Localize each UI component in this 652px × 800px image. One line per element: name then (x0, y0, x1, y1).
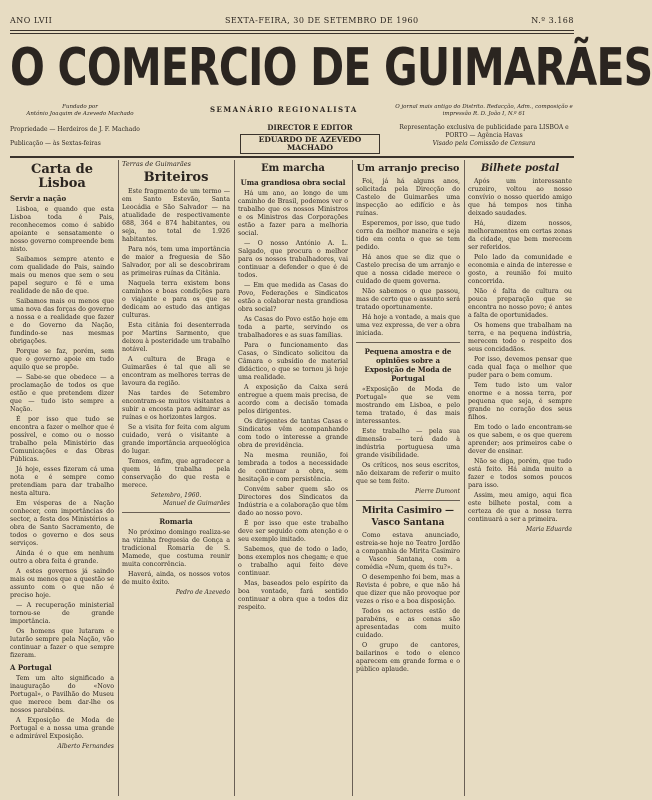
section-subheading: A Portugal (10, 663, 52, 672)
column-rule (118, 160, 119, 796)
issue-strip (10, 16, 574, 28)
publication-line: Publicação — às Sextas-feiras (10, 140, 101, 147)
signature: Pedro de Azevedo (175, 589, 230, 596)
article-heading: Um arranjo preciso (356, 163, 460, 174)
column-rule (234, 160, 235, 796)
paragraph: Tem um alto significado a inauguração do «Novo Portugal», o Pavilhão do Museu que merece bem dar-lhe os nossos parabéns. (10, 675, 114, 714)
column-rule (464, 160, 465, 796)
article-heading: Pequena amostra e de opiniões sobre a Exposição de Moda de Portugal (364, 347, 452, 383)
separator (122, 512, 230, 513)
paragraph: Não se diga, porém, que tudo está feito. Há ainda muito a fazer e todos somos poucos para isso. (468, 458, 572, 489)
section-kicker: Terras de Guimarães (122, 160, 191, 168)
paragraph: Os dirigentes de tantas Casas e Sindicatos vêm acompanhando com todo o interesse a grande obra de previdência. (238, 418, 348, 449)
paragraph: Assim, meu amigo, aqui fica este bilhete postal, com a certeza de que a nossa terra continuará a ser a primeira. (468, 492, 572, 523)
paragraph: Em todo o lado encontram-se os que sabem, e os que querem aprender; aos primeiros cabe o dever de ensinar. (468, 424, 572, 455)
paragraph: A exposição da Caixa será entregue a quem mais precisa, de acordo com a decisão tomada pelos dirigentes. (238, 384, 348, 415)
paragraph: Este trabalho — pela sua dimensão — terá dado à indústria portuguesa uma grande visibilidade. (356, 428, 460, 459)
paragraph: A cultura de Braga e Guimarães é tal que ali se encontram as melhores terras de lavoura da região. (122, 356, 230, 387)
ownership-block (10, 126, 180, 148)
article-heading: Bilhete postal (480, 163, 560, 174)
column-arranjo-preciso (356, 160, 460, 796)
paragraph: Para o funcionamento das Casas, o Sindicato solicitou da Câmara o subsídio de material didáctico, o que se tornou já hoje uma realidade. (238, 342, 348, 381)
paragraph: Ainda é o que em nenhum outro a obra feita é grande. (10, 550, 114, 565)
paragraph: Pelo lado da comunidade e economia e ainda de interesse e gosto, a reunião foi muito concorrida. (468, 254, 572, 285)
signature: Maria Eduarda (526, 526, 572, 533)
paragraph: As Casas do Povo estão hoje em toda a parte, servindo os trabalhadores e as suas famílias. (238, 316, 348, 339)
separator (356, 342, 460, 343)
masthead-title: O COMERCIO DE GUIMARÃES (10, 37, 652, 98)
paragraph: Sabemos, que de todo o lado, bons exemplos nos chegam; e que o trabalho aqui feito deve continuar. (238, 546, 348, 577)
address-note: O jornal mais antigo do Distrito. Redacção, Adm., composição e impressão R. D. João I, N.º 61 (395, 104, 573, 117)
owner-line: Propriedade — Herdeiros de J. F. Machado (10, 126, 140, 133)
paragraph: Os homens que trabalham na terra, e na pequena indústria, merecem todo o respeito dos seus concidadãos. (468, 322, 572, 353)
paragraph: Nas tardes de Setembro encontram-se muitos visitantes a subir a encosta para admirar as ruínas e os horizontes largos. (122, 390, 230, 421)
paragraph: Mas, baseados pelo espírito da boa vontade, fará sentido continuar a obra que a todos diz respeito. (238, 580, 348, 611)
paragraph: — O nosso António A. L. Salgado, que procura o melhor para os nossos trabalhadores, vai continuar a defender o que é de todos. (238, 240, 348, 279)
column-rule (352, 160, 353, 796)
paragraph: A Exposição de Moda de Portugal e a nossa uma grande e admirável Exposição. (10, 717, 114, 740)
paragraph: No próximo domingo realiza-se na vizinha freguesia de Gonça a tradicional Romaria de S. Mamede, que costuma reunir muita concorrência. (122, 529, 230, 568)
signature: Pierre Dumont (415, 488, 460, 495)
weekly-label: SEMANÁRIO REGIONALISTA (210, 105, 358, 114)
paragraph: O desempenho foi bem, mas a Revista é pobre, e que não há que dizer que não provoque por vezes o riso e a boa disposição. (356, 574, 460, 605)
paragraph: Saibamos sempre atento e com qualidade do Pais, saindo mais ou menos que sem o seu papel seguro e fé e uma realidade de não de que. (10, 256, 114, 295)
paragraph: Convém saber quem são os Directores dos Sindicatos da Indústria e a colaboração que têm dado ao nosso povo. (238, 486, 348, 517)
paragraph: Esta citânia foi desenterrada por Martins Sarmento, que deixou à posteridade um trabalho notável. (122, 322, 230, 353)
column-bilhete-postal (468, 160, 572, 796)
paragraph: Há anos que se diz que o Castelo precisa de um arranjo e que a nossa cidade merece o cuidado de quem governa. (356, 254, 460, 285)
representation-block (394, 124, 574, 148)
paragraph: A estes governos já saindo mais ou menos que a questão se assunto com o que não é preciso hoje. (10, 568, 114, 599)
signature: Alberto Fernandes (57, 743, 114, 750)
paragraph: Este fragmento de um termo — em Santo Estevão, Santa Leocádia e São Salvador — na atualidade de respectivamente 688, 364 e 874 habitantes, ou seja, no total de 1.926 habitantes. (122, 188, 230, 243)
paragraph: Para nós, tem uma importância de maior a freguesia de São Salvador, por ali se descobriram as primeiras ruínas da Citânia. (122, 246, 230, 277)
paragraph: Na mesma reunião, foi lembrada a todos a necessidade de continuar a obra, sem hesitação e com persistência. (238, 452, 348, 483)
director-block (240, 124, 380, 154)
paragraph: Porque se faz, porém, sem que o governo apoie em tudo aquilo que se propõe. (10, 348, 114, 371)
paragraph: Se a visita for feita com algum cuidado, verá o visitante a grande importância arqueológica do lugar. (122, 424, 230, 455)
paragraph: Não sabemos o que passou, mas de certo que o assunto será tratado oportunamente. (356, 288, 460, 311)
paragraph: Lisboa, e quando que esta Lisboa toda é Pais, reconhecemos como é sabido apoiante e sensatamente o nosso governo compreende bem nisto. (10, 206, 114, 253)
dateline: Setembro, 1960. (150, 492, 202, 499)
paragraph: Naquela terra existem bons caminhos e boas condições para o viajante e para os que se dedicam ao estudo das antigas culturas. (122, 280, 230, 319)
paragraph: Esperemos, por isso, que tudo corra da melhor maneira e seja tido em conta o que se tem pedido. (356, 220, 460, 251)
paragraph: Todos os actores estão de parabéns, e as cenas são apresentadas com muito cuidado. (356, 608, 460, 639)
director-label: DIRECTOR E EDITOR (267, 123, 353, 132)
paragraph: É por isso que tudo se encontra a fazer o melhor que é possível, e como ou o nosso trabalho pela Ministério das Comunicações e das Obras Públicas. (10, 416, 114, 463)
paragraph: Há hoje a vontade, a mais que uma vez expressa, de ver a obra iniciada. (356, 314, 460, 337)
paragraph: Já hoje, esses fizeram cá uma nota e é sempre como pretendiam para dar trabalho nesta altura. (10, 466, 114, 497)
separator (356, 500, 460, 501)
article-subheading: Servir a nação (10, 194, 67, 203)
top-rule-2 (10, 33, 574, 34)
paragraph: — A recuperação ministerial tornou-se de grande importância. (10, 602, 114, 625)
paragraph: Não é falta de cultura ou pouca preparação que se encontra no nosso povo; é antes a falta de oportunidades. (468, 288, 572, 319)
article-heading: Briteiros (143, 170, 209, 185)
issue-date: SEXTA-FEIRA, 30 DE SETEMBRO DE 1960 (224, 16, 419, 25)
column-carta-de-lisboa (10, 160, 114, 796)
director-name: EDUARDO DE AZEVEDO MACHADO (240, 134, 380, 154)
paragraph: — Sabe-se que obedece — a proclamação de todos os que estão e que pretendem dizer que — tudo isto sempre a Nação. (10, 374, 114, 413)
representation-line: Representação exclusiva de publicidade para LISBOA e PORTO — Agência Havas (399, 124, 569, 139)
signature: Manuel de Guimarães (162, 500, 230, 507)
article-subheading: Uma grandiosa obra social (240, 178, 346, 187)
censorship-line: Visado pela Comissão de Censura (432, 140, 536, 147)
paragraph: Haverá, ainda, os nossos votos de muito êxito. (122, 571, 230, 586)
column-briteiros (122, 160, 230, 796)
paragraph: Saibamos mais ou menos que uma nova das forças do governo a nossa e a realidade que fazer e do Governo da Nação, fundindo-se nas mesmas obrigações. (10, 298, 114, 345)
paragraph: É por isso que este trabalho deve ser seguido com atenção e o seu exemplo imitado. (238, 520, 348, 543)
paragraph: Os críticos, nos seus escritos, não deixaram de referir o muito que se tem feito. (356, 462, 460, 485)
top-rule (10, 30, 574, 31)
issue-year: ANO LVII (10, 16, 53, 25)
founder-note: Fundado por António Joaquim de Azevedo Machado (26, 104, 134, 117)
paragraph: Tem tudo isto um valor enorme e a nossa terra, por pequena que seja, é sempre grande no coração dos seus filhos. (468, 382, 572, 421)
article-heading: Romaria (159, 517, 193, 526)
article-heading: Em marcha (261, 163, 325, 174)
article-heading: Mirita Casimiro — Vasco Santana (362, 506, 454, 528)
paragraph: Temos, enfim, que agradecer a quem lá trabalha pela conservação do que resta e merece. (122, 458, 230, 489)
column-em-marcha (238, 160, 348, 796)
info-bar (10, 124, 574, 156)
paragraph: Há um ano, ao longo de um caminho de Brasil, podemos ver o trabalho que os nossos Ministros e os Ministros das Corporações estão a fazer para a melhoria social. (238, 190, 348, 237)
paragraph: Foi, já há alguns anos, solicitada pela Direcção do Castelo de Guimarães uma inspecção ao edifício e às ruínas. (356, 178, 460, 217)
article-heading: Carta de Lisboa (31, 162, 93, 191)
paragraph: Os homens que lutaram e lutarão sempre pela Nação, vão continuar a fazer o que sempre fizeram. (10, 628, 114, 659)
paragraph: O grupo de cantores, bailarinos e todo o elenco aparecem em grande forma e o público aplaude. (356, 642, 460, 673)
paragraph: «Exposição de Moda de Portugal» que se vem mostrando em Lisboa, e pelo tema tratado, é das mais interessantes. (356, 386, 460, 425)
paragraph: Por isso, devemos pensar que cada qual faça o melhor que puder para o bem comum. (468, 356, 572, 379)
issue-number: N.º 3.168 (531, 16, 574, 25)
header-bottom-rule (10, 156, 574, 158)
paragraph: Em vésperas de a Nação conhecer, com importâncias do sector, a festa dos Ministérios a obra de Santo Sacramento, de todos o governo e dos seus serviços. (10, 500, 114, 547)
paragraph: Após um interessante cruzeiro, voltou ao nosso convívio o nosso querido amigo que há tempos nos tinha deixado saudades. (468, 178, 572, 217)
paragraph: — Em que medida as Casas do Povo, Federações e Sindicatos estão a colaborar nesta grandiosa obra social? (238, 282, 348, 313)
paragraph: Há, dizem nossos, melhoramentos em certas zonas da cidade, que bem merecem ser referidos. (468, 220, 572, 251)
paragraph: Como estava anunciado, estreia-se hoje no Teatro Jordão a companhia de Mirita Casimiro e Vasco Santana, com a comédia «Num, quem és tu?». (356, 532, 460, 571)
